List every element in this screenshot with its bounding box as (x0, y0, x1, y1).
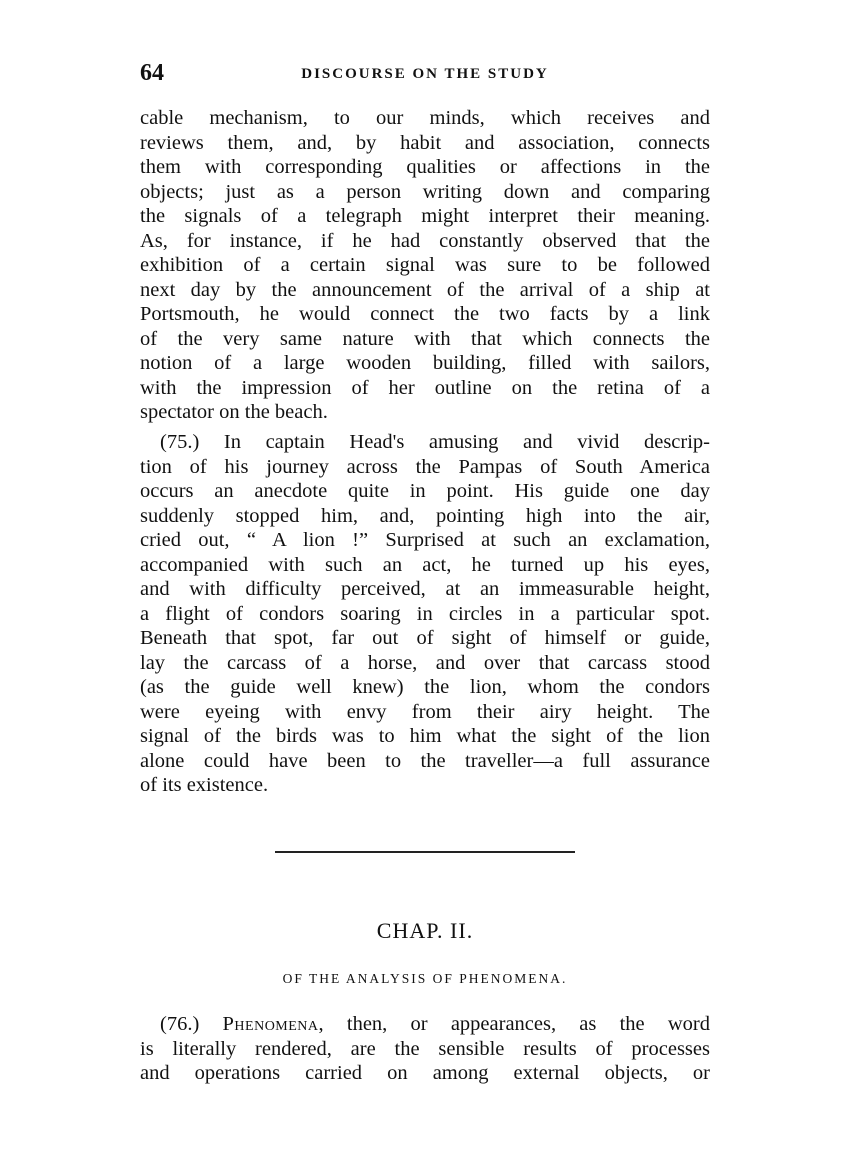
text-line: of its existence. (140, 774, 269, 796)
text-line: were eyeing with envy from their airy height. The (140, 700, 710, 723)
page-number: 64 (140, 60, 164, 86)
text-line: of the very same nature with that which connects the (140, 327, 710, 350)
paragraph-number: (76.) (160, 1013, 200, 1035)
text-line: occurs an anecdote quite in point. His guide one day (140, 480, 710, 502)
text-line: spectator on the beach. (140, 401, 328, 423)
text-line: suddenly stopped him, and, pointing high into the air, (140, 504, 710, 527)
text-line: (as the guide well knew) the lion, whom the condors (140, 676, 710, 698)
chapter-title: CHAP. II. (376, 918, 474, 943)
running-title: DISCOURSE ON THE STUDY (301, 66, 549, 82)
text-line: a flight of condors soaring in circles in a particular spot. (140, 602, 710, 625)
text-line: reviews them, and, by habit and association, connects (140, 131, 710, 154)
text-line: Beneath that spot, far out of sight of himself or guide, (140, 627, 710, 649)
paragraph-76 (140, 1012, 710, 1086)
text-line: exhibition of a certain signal was sure to be followed (140, 254, 710, 276)
text-line: is literally rendered, are the sensible results of processes (140, 1037, 710, 1060)
text-line: As, for instance, if he had constantly observed that the (140, 229, 710, 252)
text-line: cried out, “ A lion !” Surprised at such an exclamation, (140, 529, 710, 551)
text-line: cable mechanism, to our minds, which receives and (140, 107, 710, 129)
text-line: objects; just as a person writing down and comparing (140, 180, 710, 203)
text-line: lay the carcass of a horse, and over that carcass stood (140, 651, 710, 674)
text-line: (75.) In captain Head's amusing and vivid descrip- (160, 431, 710, 453)
paragraph-continued (140, 106, 710, 425)
paragraph-75 (140, 430, 710, 798)
text-line: alone could have been to the traveller—a full assurance (140, 749, 710, 772)
text-line: signal of the birds was to him what the sight of the lion (140, 725, 710, 747)
text-line (140, 1012, 710, 1037)
chapter-subtitle: OF THE ANALYSIS OF PHENOMENA. (282, 971, 568, 986)
text-line: the signals of a telegraph might interpret their meaning. (140, 205, 710, 227)
text-line: them with corresponding qualities or affections in the (140, 156, 710, 178)
section-divider (275, 851, 575, 853)
lead-word: Phenomena (222, 1013, 319, 1035)
running-head (140, 60, 710, 86)
text-line: next day by the announcement of the arrival of a ship at (140, 278, 710, 301)
text-line: and operations carried on among external objects, or (140, 1062, 710, 1084)
text-line: tion of his journey across the Pampas of South America (140, 455, 710, 478)
text-line: notion of a large wooden building, filled with sailors, (140, 352, 710, 374)
first-line-rest: , then, or appearances, as the word (318, 1013, 710, 1035)
text-line: and with difficulty perceived, at an immeasurable height, (140, 578, 710, 600)
text-line: accompanied with such an act, he turned up his eyes, (140, 553, 710, 576)
text-line: with the impression of her outline on the retina of a (140, 376, 710, 399)
text-line: Portsmouth, he would connect the two facts by a link (140, 303, 710, 325)
